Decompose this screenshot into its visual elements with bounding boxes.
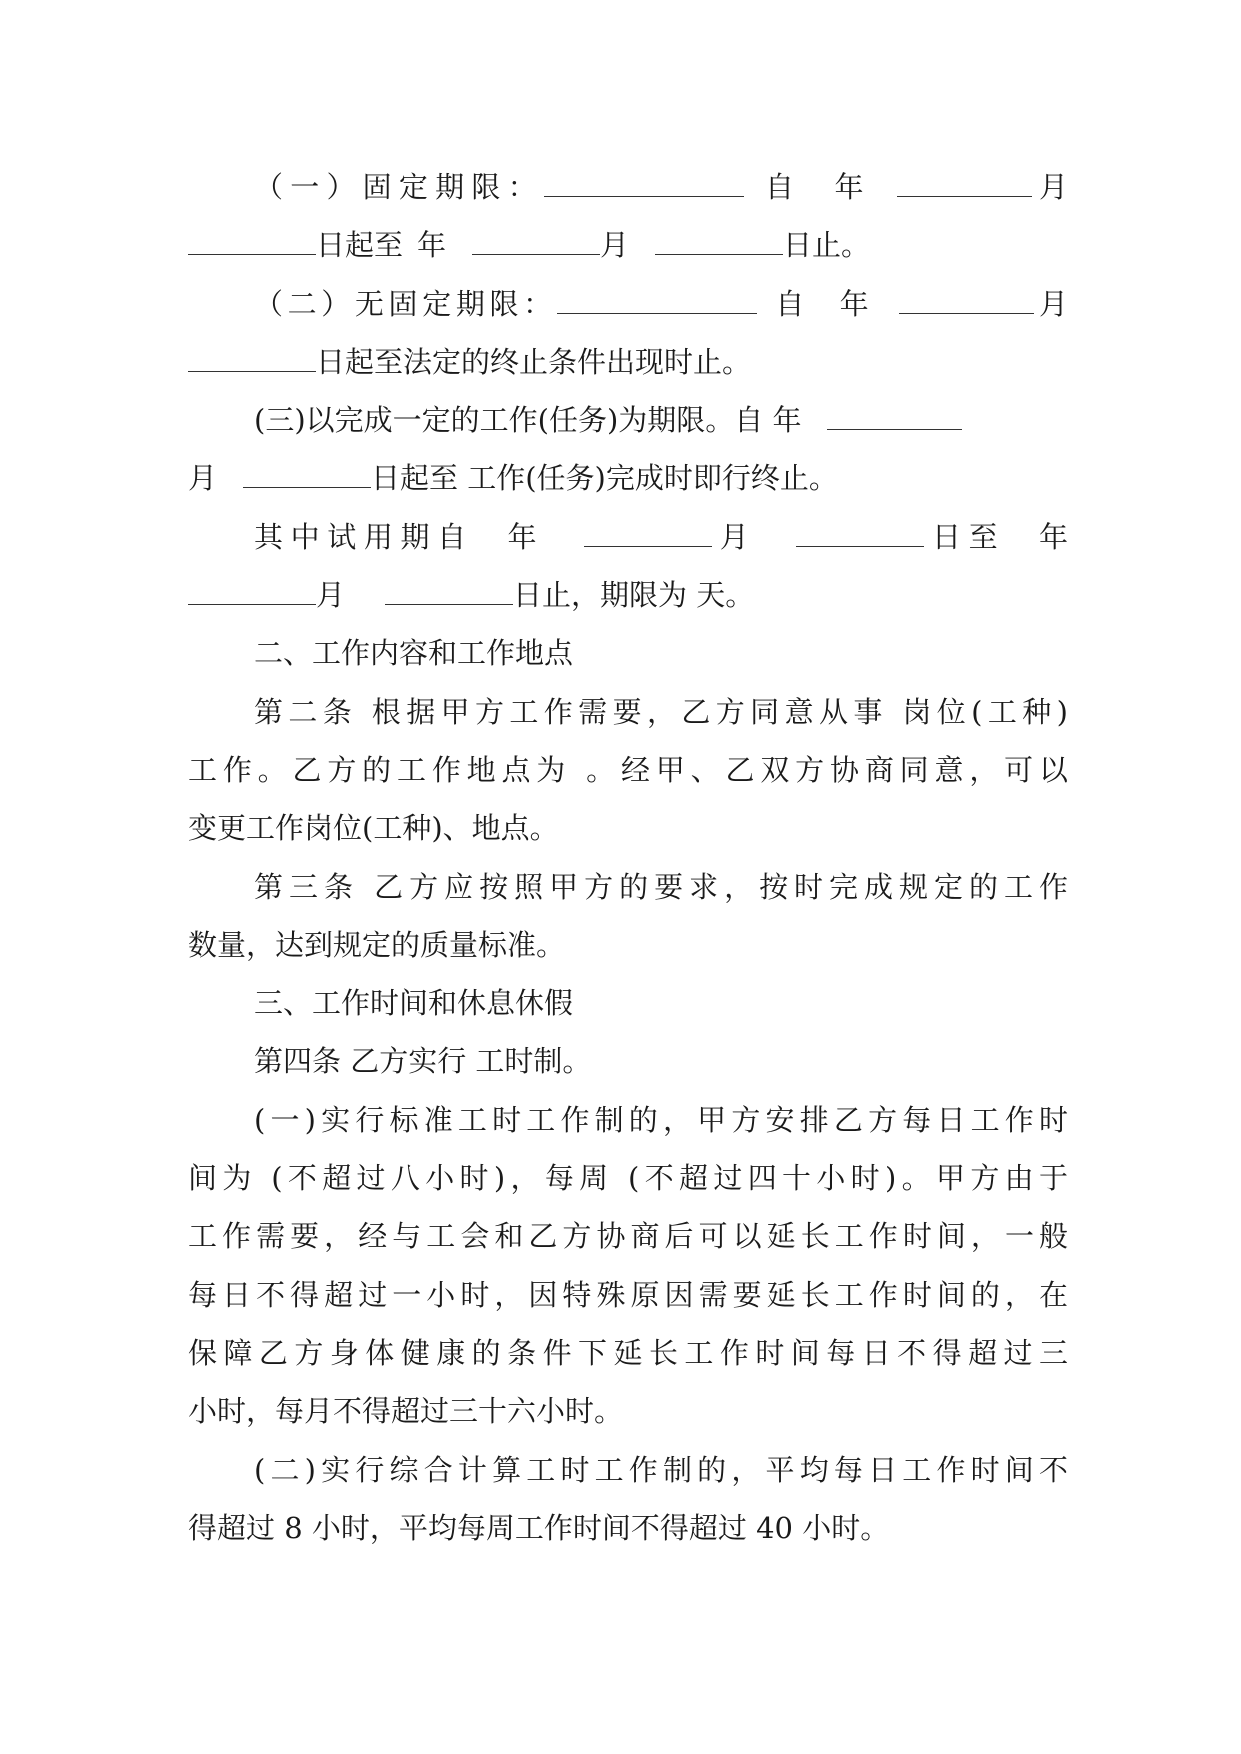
blank-field xyxy=(188,582,316,605)
text-from-to: 日起至 xyxy=(316,228,404,263)
probation-label: 其中试用期自 xyxy=(254,519,474,554)
text-from: 自 xyxy=(757,170,802,204)
article-2-line-1: 第二条 根据甲方工作需要，乙方同意从事 岗位(工种) xyxy=(254,694,1068,729)
blank-field xyxy=(243,465,371,488)
task-term-line-2 xyxy=(188,449,1068,507)
probation-end: 日止，期限为 天。 xyxy=(513,578,755,613)
open-term-label: （二）无固定期限： xyxy=(254,286,557,321)
fixed-term-label: （一）固定期限： xyxy=(254,170,544,204)
fixed-term-line-2 xyxy=(188,216,1068,274)
text-month: 月 xyxy=(712,519,757,554)
blank-field xyxy=(897,174,1032,197)
task-term-end: 日起至 工作(任务)完成时即行终止。 xyxy=(371,461,838,496)
blank-field xyxy=(472,232,600,255)
open-term-line-1 xyxy=(188,275,1068,333)
text-year: 年 xyxy=(835,286,874,321)
blank-field xyxy=(188,232,316,255)
document-page xyxy=(188,158,1068,1557)
text-year: 年 xyxy=(499,519,545,554)
text-month: 月 xyxy=(1034,286,1068,321)
blank-field xyxy=(655,232,783,255)
blank-field xyxy=(544,174,744,197)
text-month: 月 xyxy=(316,578,346,613)
probation-line-2 xyxy=(188,566,1068,624)
task-term-line-1 xyxy=(188,391,1068,449)
article-3-line-2: 数量，达到规定的质量标准。 xyxy=(188,927,566,962)
blank-field xyxy=(827,407,962,430)
article-2-line-2: 工作。乙方的工作地点为 。经甲、乙双方协商同意，可以 xyxy=(188,752,1068,787)
section-heading-work-hours: 三、工作时间和休息休假 xyxy=(254,986,574,1021)
text-year: 年 xyxy=(417,228,447,263)
standard-hours-line-6: 小时，每月不得超过三十六小时。 xyxy=(188,1394,624,1429)
text-from: 自 xyxy=(770,286,810,321)
blank-field xyxy=(796,524,924,547)
blank-field xyxy=(557,291,757,314)
text-month: 月 xyxy=(188,461,218,496)
comprehensive-hours-line-1: (二)实行综合计算工时工作制的，平均每日工作时间不 xyxy=(254,1452,1068,1487)
text-until-legal: 日起至法定的终止条件出现时止。 xyxy=(316,344,752,379)
text-month: 月 xyxy=(600,228,630,263)
blank-field xyxy=(899,291,1034,314)
section-heading-work-content: 二、工作内容和工作地点 xyxy=(254,636,574,671)
task-term-text: (三)以完成一定的工作(任务)为期限。自 年 xyxy=(254,403,802,438)
standard-hours-line-5: 保障乙方身体健康的条件下延长工作时间每日不得超过三 xyxy=(188,1335,1068,1370)
standard-hours-line-2: 间为 (不超过八小时)，每周 (不超过四十小时)。甲方由于 xyxy=(188,1161,1068,1196)
fixed-term-line-1 xyxy=(188,158,1068,216)
text-year: 年 xyxy=(827,170,871,204)
blank-field xyxy=(188,349,316,372)
open-term-line-2 xyxy=(188,333,1068,391)
text-month: 月 xyxy=(1031,170,1068,204)
probation-line-1 xyxy=(188,508,1068,566)
blank-field xyxy=(584,524,712,547)
article-2-line-3: 变更工作岗位(工种)、地点。 xyxy=(188,811,559,846)
standard-hours-line-4: 每日不得超过一小时，因特殊原因需要延长工作时间的，在 xyxy=(188,1277,1068,1312)
blank-field xyxy=(385,582,513,605)
standard-hours-line-1: (一)实行标准工时工作制的，甲方安排乙方每日工作时 xyxy=(254,1102,1068,1137)
text-day-end: 日止。 xyxy=(783,228,871,263)
text-day-to: 日至 xyxy=(924,519,1006,554)
article-3-line-1: 第三条 乙方应按照甲方的要求，按时完成规定的工作 xyxy=(254,869,1068,904)
comprehensive-hours-line-2: 得超过 8 小时，平均每周工作时间不得超过 40 小时。 xyxy=(188,1510,890,1545)
standard-hours-line-3: 工作需要，经与工会和乙方协商后可以延长工作时间，一般 xyxy=(188,1219,1068,1254)
text-year: 年 xyxy=(1031,519,1068,554)
article-4: 第四条 乙方实行 工时制。 xyxy=(254,1044,592,1079)
